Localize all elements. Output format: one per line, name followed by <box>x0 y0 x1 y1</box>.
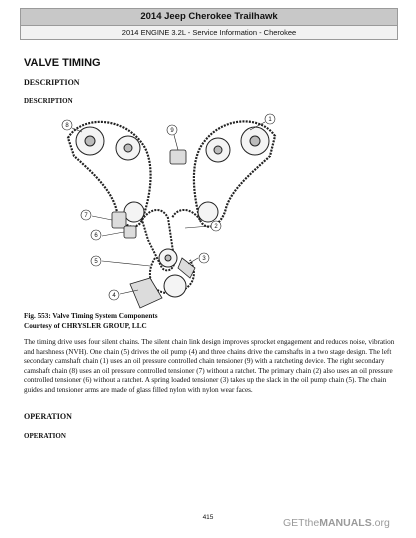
description-subheading: DESCRIPTION <box>24 97 73 105</box>
callout-6: 6 <box>94 233 98 239</box>
idler-sprocket-left <box>124 202 144 222</box>
callout-1: 1 <box>268 117 272 123</box>
oil-pump-sprocket <box>164 275 186 297</box>
watermark-part2: the <box>304 517 320 529</box>
callout-8: 8 <box>65 123 69 129</box>
figure-caption-line1: Fig. 553: Valve Timing System Components <box>24 312 158 320</box>
operation-subheading: OPERATION <box>24 432 66 440</box>
operation-heading: OPERATION <box>24 412 72 421</box>
watermark-part3: MANUALS <box>319 517 372 529</box>
header-title: 2014 Jeep Cherokee Trailhawk <box>21 9 397 25</box>
tensioner-9 <box>170 150 186 164</box>
callout-4: 4 <box>112 293 116 299</box>
oil-pump-4 <box>130 278 162 308</box>
idler-sprocket-right <box>198 202 218 222</box>
watermark-part4: .org <box>371 517 390 529</box>
callout-3: 3 <box>202 256 206 262</box>
callout-2: 2 <box>214 224 218 230</box>
page-number: 415 <box>202 514 214 521</box>
header-subtitle: 2014 ENGINE 3.2L - Service Information - Cherokee <box>21 25 397 39</box>
section-title: VALVE TIMING <box>24 57 101 69</box>
timing-chain-illustration <box>50 108 295 311</box>
valve-timing-diagram <box>50 108 295 311</box>
watermark <box>283 517 390 529</box>
figure-caption <box>24 311 158 331</box>
document-header <box>20 8 398 40</box>
tensioner-6 <box>124 226 136 238</box>
callout-7: 7 <box>84 213 88 219</box>
tensioner-7 <box>112 212 126 228</box>
description-paragraph: The timing drive uses four silent chains. The silent chain link design improves sprocket engagement and reduces noise, vibration and harshness (NVH). One chain (5) drives the oil pump (4) and three chains drive the camshafts in a two stage design. The left secondary camshaft chain (1) uses an oil pressure controlled chain tensioner (9) with a ratcheting device. The right secondary camshaft chain (8) uses an oil pressure controlled tensioner (7) without a ratchet. The primary chain (2) also uses an oil pressure controlled tensioner (6) without a ratchet. A spring loaded tensioner (3) takes up the slack in the oil pump chain (5). The chain guides and tensioner arms are made of glass filled nylon with nylon wear faces. <box>24 338 395 394</box>
figure-caption-line2: Courtesy of CHRYSLER GROUP, LLC <box>24 322 147 330</box>
description-heading: DESCRIPTION <box>24 78 80 87</box>
callout-9: 9 <box>170 128 174 134</box>
callout-5: 5 <box>94 259 98 265</box>
watermark-part1: GET <box>283 517 305 529</box>
